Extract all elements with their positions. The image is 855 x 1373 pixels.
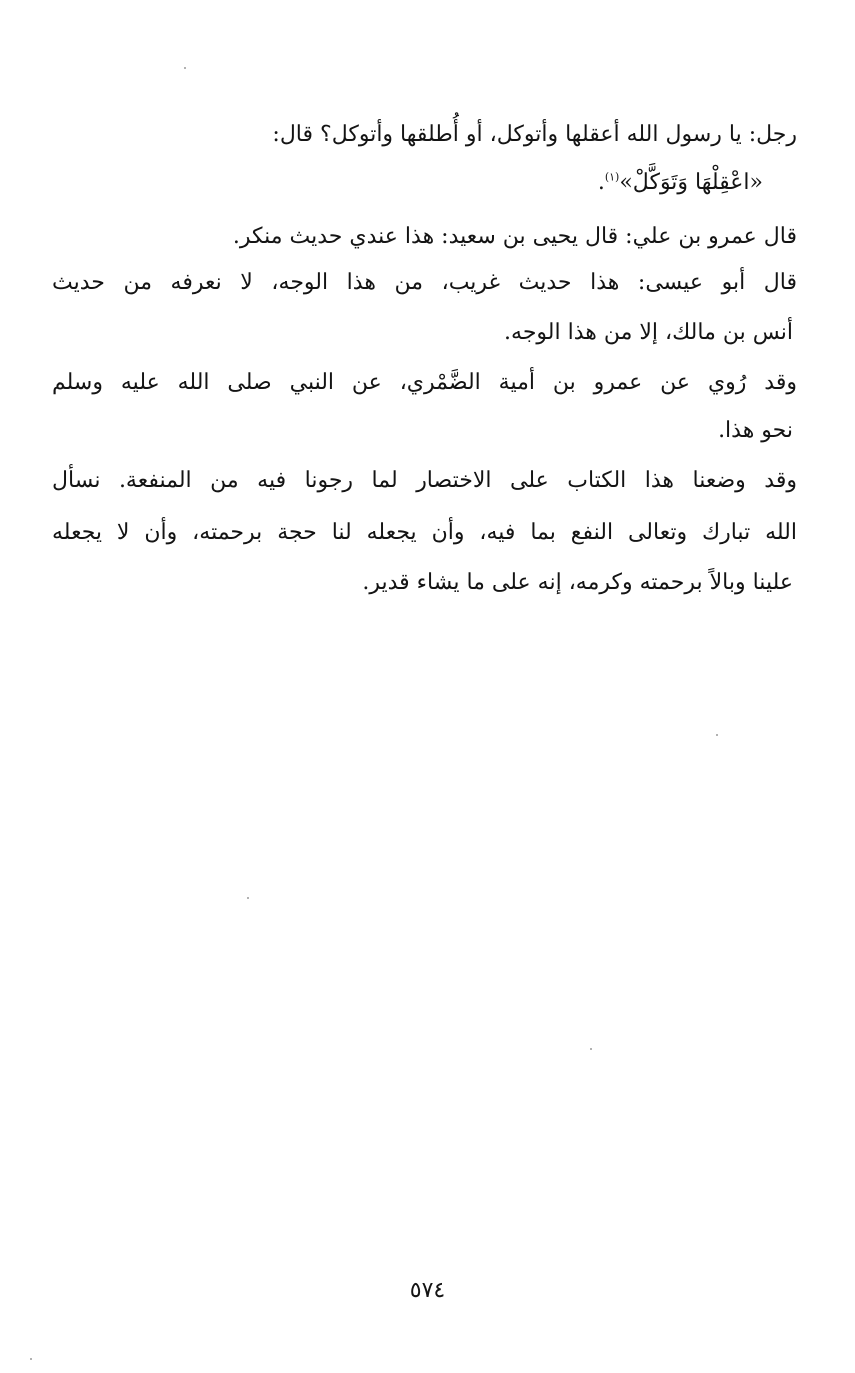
scan-speck bbox=[590, 1048, 592, 1050]
footnote-reference: (١) bbox=[604, 170, 620, 184]
scan-speck bbox=[30, 1358, 32, 1360]
text-line-8: وقد وضعنا هذا الكتاب على الاختصار لما رجونا فيه من المنفعة. نسأل bbox=[52, 468, 797, 493]
text-line-1: رجل: يا رسول الله أعقلها وأتوكل، أو أُطلقها وأتوكل؟ قال: bbox=[272, 122, 797, 147]
page-number: ٥٧٤ bbox=[409, 1278, 446, 1303]
prophet-quote: «اعْقِلْهَا وَتَوَكَّلْ» bbox=[619, 170, 763, 195]
quote-period: . bbox=[597, 170, 605, 195]
scan-speck bbox=[184, 67, 186, 69]
text-line-3: قال عمرو بن علي: قال يحيى بن سعيد: هذا عندي حديث منكر. bbox=[232, 224, 797, 249]
text-line-6: وقد رُوي عن عمرو بن أمية الضَّمْري، عن النبي صلى الله عليه وسلم bbox=[52, 370, 797, 395]
prophet-quote-line bbox=[598, 166, 763, 200]
scan-speck bbox=[247, 897, 249, 899]
text-line-7: نحو هذا. bbox=[718, 418, 793, 443]
text-line-9: الله تبارك وتعالى النفع بما فيه، وأن يجعله لنا حجة برحمته، وأن لا يجعله bbox=[52, 520, 797, 545]
scan-speck bbox=[716, 734, 718, 736]
text-line-10: علينا وبالاً برحمته وكرمه، إنه على ما يشاء قدير. bbox=[362, 570, 793, 595]
text-line-5: أنس بن مالك، إلا من هذا الوجه. bbox=[504, 320, 793, 345]
text-line-4: قال أبو عيسى: هذا حديث غريب، من هذا الوجه، لا نعرفه من حديث bbox=[52, 270, 797, 295]
